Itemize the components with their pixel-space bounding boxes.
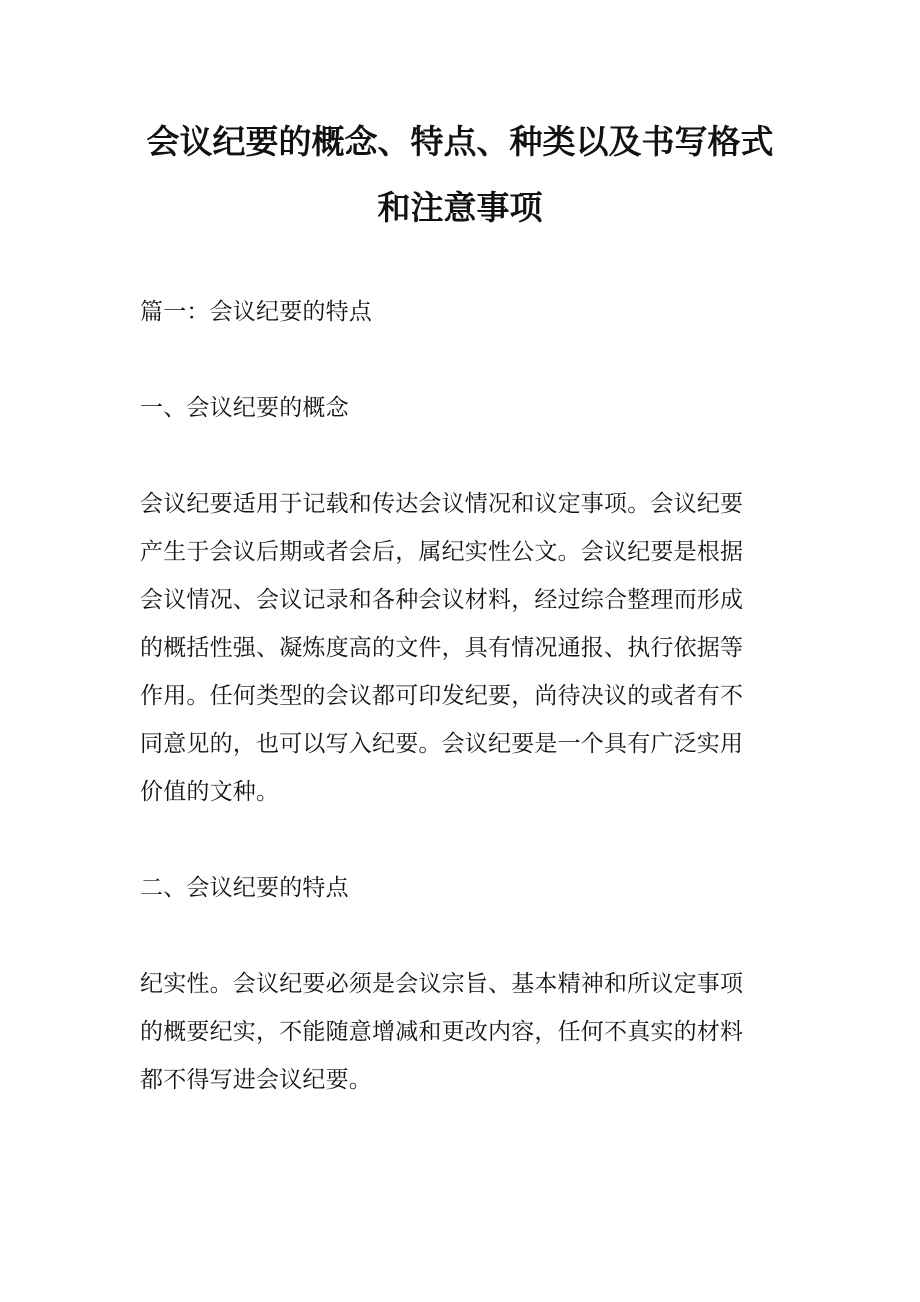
paragraph-line: 的概括性强、凝炼度高的文件，具有情况通报、执行依据等 <box>140 635 744 661</box>
paragraph-line: 的概要纪实，不能随意增减和更改内容，任何不真实的材料 <box>140 1019 744 1045</box>
document-title <box>110 109 810 241</box>
paragraph-line: 产生于会议后期或者会后，属纪实性公文。会议纪要是根据 <box>140 539 744 565</box>
title-line: 和注意事项 <box>377 188 543 227</box>
paragraph-line: 同意见的，也可以写入纪要。会议纪要是一个具有广泛实用 <box>140 731 744 757</box>
paragraph-line: 价值的文种。 <box>140 779 280 805</box>
paragraph-concept <box>140 480 780 816</box>
section-heading-features: 二、会议纪要的特点 <box>140 875 349 901</box>
paragraph-features <box>140 960 780 1104</box>
paragraph-line: 纪实性。会议纪要必须是会议宗旨、基本精神和所议定事项 <box>140 971 744 997</box>
part-heading: 篇一：会议纪要的特点 <box>140 299 372 325</box>
paragraph-line: 作用。任何类型的会议都可印发纪要，尚待决议的或者有不 <box>140 683 744 709</box>
title-line: 会议纪要的概念、特点、种类以及书写格式 <box>146 122 774 161</box>
section-heading-concept: 一、会议纪要的概念 <box>140 395 349 421</box>
paragraph-line: 会议情况、会议记录和各种会议材料，经过综合整理而形成 <box>140 587 744 613</box>
paragraph-line: 会议纪要适用于记载和传达会议情况和议定事项。会议纪要 <box>140 491 744 517</box>
paragraph-line: 都不得写进会议纪要。 <box>140 1067 372 1093</box>
